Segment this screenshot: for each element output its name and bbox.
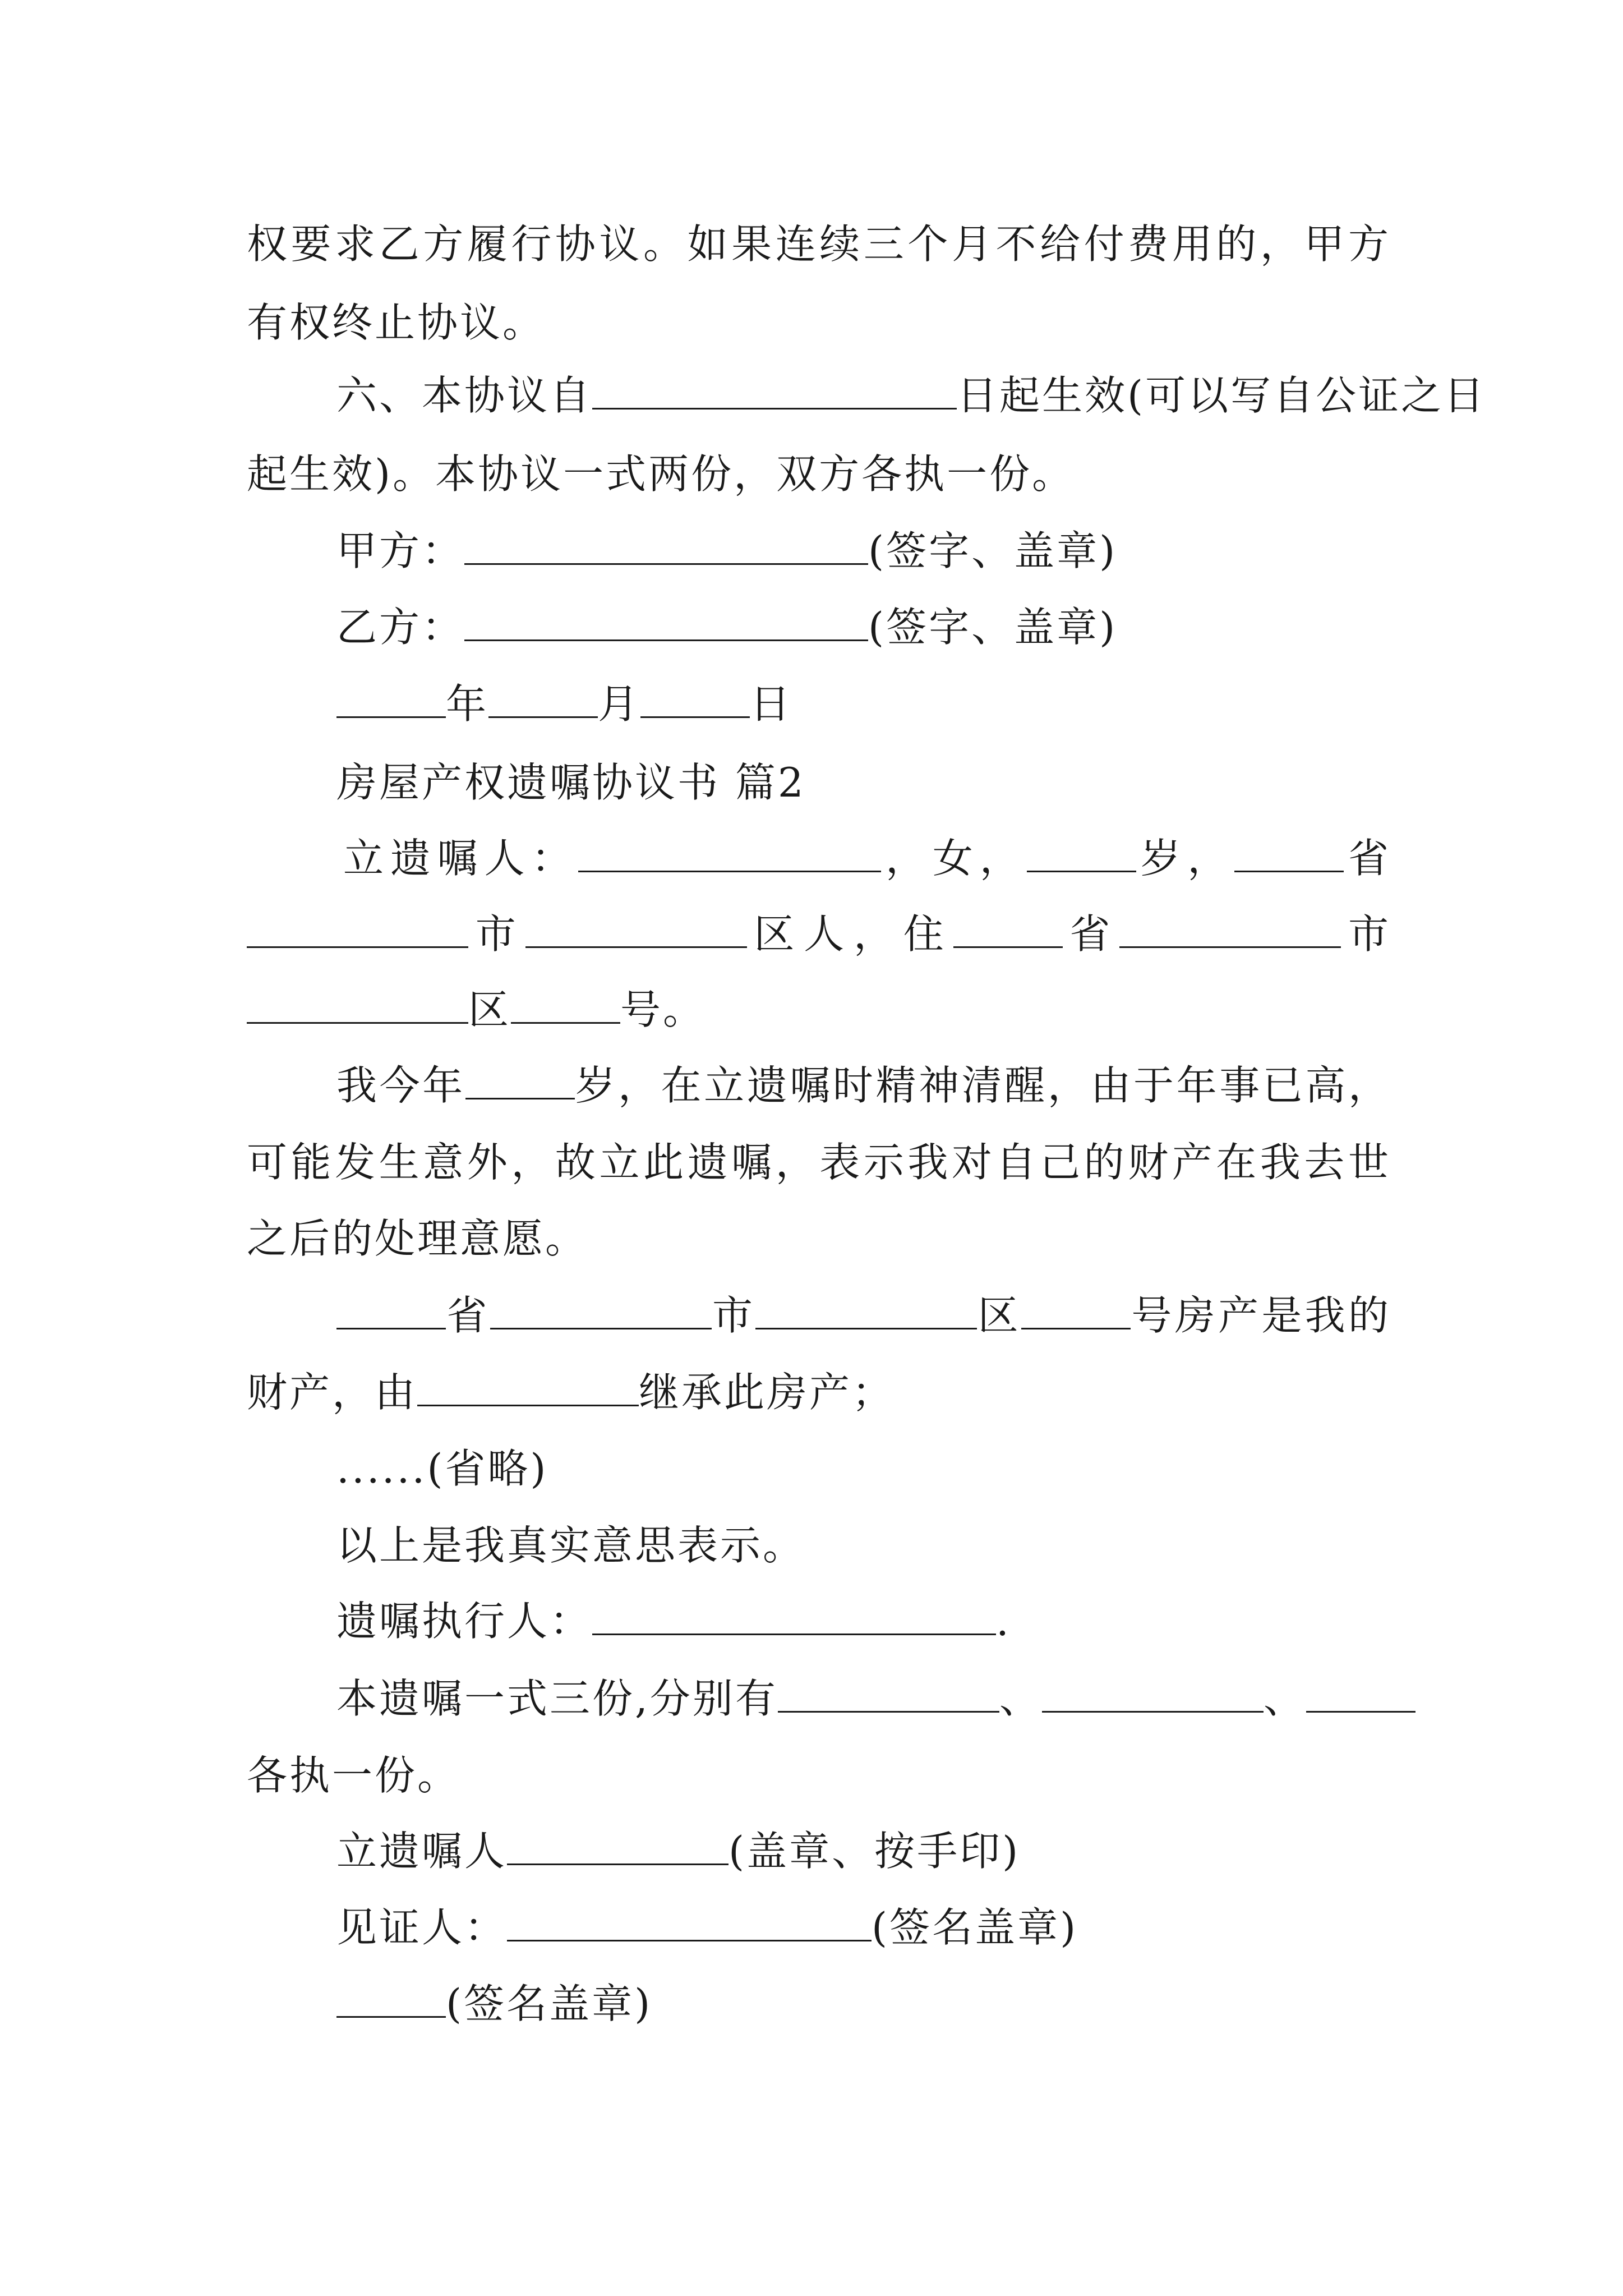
text-run: 我今年 [336, 1062, 465, 1109]
text-run: (签字、盖章) [868, 604, 1118, 651]
fill-blank[interactable] [1119, 913, 1341, 948]
text-line [336, 1593, 1391, 1649]
text-line [336, 1899, 1391, 1955]
year-blank[interactable] [336, 683, 446, 718]
text-run: 年 [446, 680, 489, 728]
text-line [247, 1747, 1391, 1803]
text-run: 市 [468, 910, 525, 958]
text-line [336, 599, 1391, 655]
text-run: 市 [711, 1292, 756, 1339]
text-run: 财产，由 [247, 1369, 418, 1416]
heir-blank[interactable] [417, 1371, 639, 1406]
text-line [247, 982, 1391, 1038]
text-run: 本遗嘱一式三份,分别有 [336, 1675, 778, 1722]
text-run: (签字、盖章) [868, 527, 1118, 574]
witness-blank[interactable] [507, 1906, 872, 1941]
text-run: 区 [468, 986, 511, 1033]
text-run: ，女， [881, 835, 1027, 882]
text-run: 市 [1341, 910, 1391, 958]
text-run: 乙方： [336, 604, 465, 651]
date-line [336, 676, 1391, 732]
text-run: 省 [1062, 910, 1120, 958]
fill-blank[interactable] [247, 988, 468, 1024]
text-run: 、 [999, 1675, 1042, 1722]
text-line [336, 1976, 1391, 2032]
text-run: 立遗嘱人 [336, 1828, 508, 1875]
text-run: 立遗嘱人： [343, 835, 579, 882]
text-run: 甲方： [336, 527, 465, 574]
text-line [247, 446, 1391, 502]
text-run: 、 [1263, 1675, 1306, 1722]
text-line [247, 906, 1391, 962]
text-run: (签名盖章) [872, 1904, 1078, 1951]
fill-blank[interactable] [1234, 837, 1344, 872]
text-run: (盖章、按手印) [728, 1828, 1021, 1875]
text-run: 省 [446, 1292, 490, 1339]
text-line [247, 1134, 1391, 1190]
text-run: 岁， [1136, 835, 1235, 882]
text-line [336, 1671, 1391, 1727]
fill-blank[interactable] [1042, 1677, 1264, 1713]
witness-blank[interactable] [336, 1982, 446, 2018]
text-run: 号房产是我的 [1131, 1292, 1391, 1339]
text-run: 见证人： [336, 1904, 508, 1951]
text-run: 省 [1344, 835, 1391, 882]
text-line [336, 1287, 1391, 1343]
text-line [336, 1441, 1391, 1497]
text-run: 继承此房产； [639, 1369, 895, 1416]
text-run: 权要求乙方履行协议。如果连续三个月不给付费用的，甲方 [247, 220, 1391, 268]
fill-blank[interactable] [490, 1294, 712, 1329]
fill-blank[interactable] [1021, 1294, 1131, 1329]
text-line [336, 523, 1391, 579]
text-run: 区 [977, 1292, 1022, 1339]
day-blank[interactable] [640, 683, 750, 718]
signature-blank[interactable] [464, 530, 868, 565]
text-run: ......(省略) [336, 1445, 548, 1492]
text-run: 号。 [620, 986, 706, 1033]
text-run: 可能发生意外，故立此遗嘱，表示我对自己的财产在我去世 [247, 1139, 1391, 1186]
fill-blank[interactable] [953, 913, 1063, 948]
text-run: 起生效)。本协议一式两份，双方各执一份。 [247, 450, 1075, 498]
text-run: 日起生效(可以写自公证之日 [957, 372, 1487, 419]
month-blank[interactable] [488, 683, 598, 718]
section-heading [336, 754, 1391, 811]
fill-blank[interactable] [1027, 837, 1136, 872]
text-run: 遗嘱执行人： [336, 1598, 593, 1645]
text-run: . [996, 1598, 1011, 1645]
text-line [336, 1517, 1391, 1573]
text-run: (签名盖章) [446, 1980, 653, 2027]
text-run: 房屋产权遗嘱协议书 篇2 [336, 759, 806, 806]
text-run: 以上是我真实意思表示。 [336, 1522, 806, 1569]
executor-blank[interactable] [592, 1600, 996, 1635]
fill-blank[interactable] [592, 374, 957, 409]
fill-blank[interactable] [336, 1294, 446, 1329]
text-run: 之后的处理意愿。 [247, 1215, 588, 1262]
fill-blank[interactable] [525, 913, 747, 948]
text-line [336, 1823, 1391, 1879]
text-run: 日 [750, 680, 793, 728]
fill-blank[interactable] [1306, 1677, 1415, 1713]
text-run: 区人，住 [746, 910, 953, 958]
text-run: 六、本协议自 [336, 372, 593, 419]
text-line [336, 1057, 1391, 1114]
fill-blank[interactable] [511, 988, 620, 1024]
fill-blank[interactable] [247, 913, 468, 948]
text-line [247, 1211, 1391, 1267]
fill-blank[interactable] [778, 1677, 999, 1713]
text-run: 有权终止协议。 [247, 299, 546, 346]
text-line [336, 367, 1487, 424]
text-line [247, 216, 1391, 272]
fill-blank[interactable] [755, 1294, 977, 1329]
signature-blank[interactable] [507, 1830, 728, 1865]
text-line [247, 1364, 1391, 1420]
text-run: 岁，在立遗嘱时精神清醒，由于年事已高， [574, 1062, 1391, 1109]
signature-blank[interactable] [464, 606, 868, 641]
text-run: 各执一份。 [247, 1752, 460, 1799]
age-blank[interactable] [465, 1064, 575, 1099]
text-line [343, 830, 1391, 886]
text-line [247, 295, 1391, 351]
fill-blank[interactable] [578, 837, 881, 872]
text-run: 月 [598, 680, 641, 728]
